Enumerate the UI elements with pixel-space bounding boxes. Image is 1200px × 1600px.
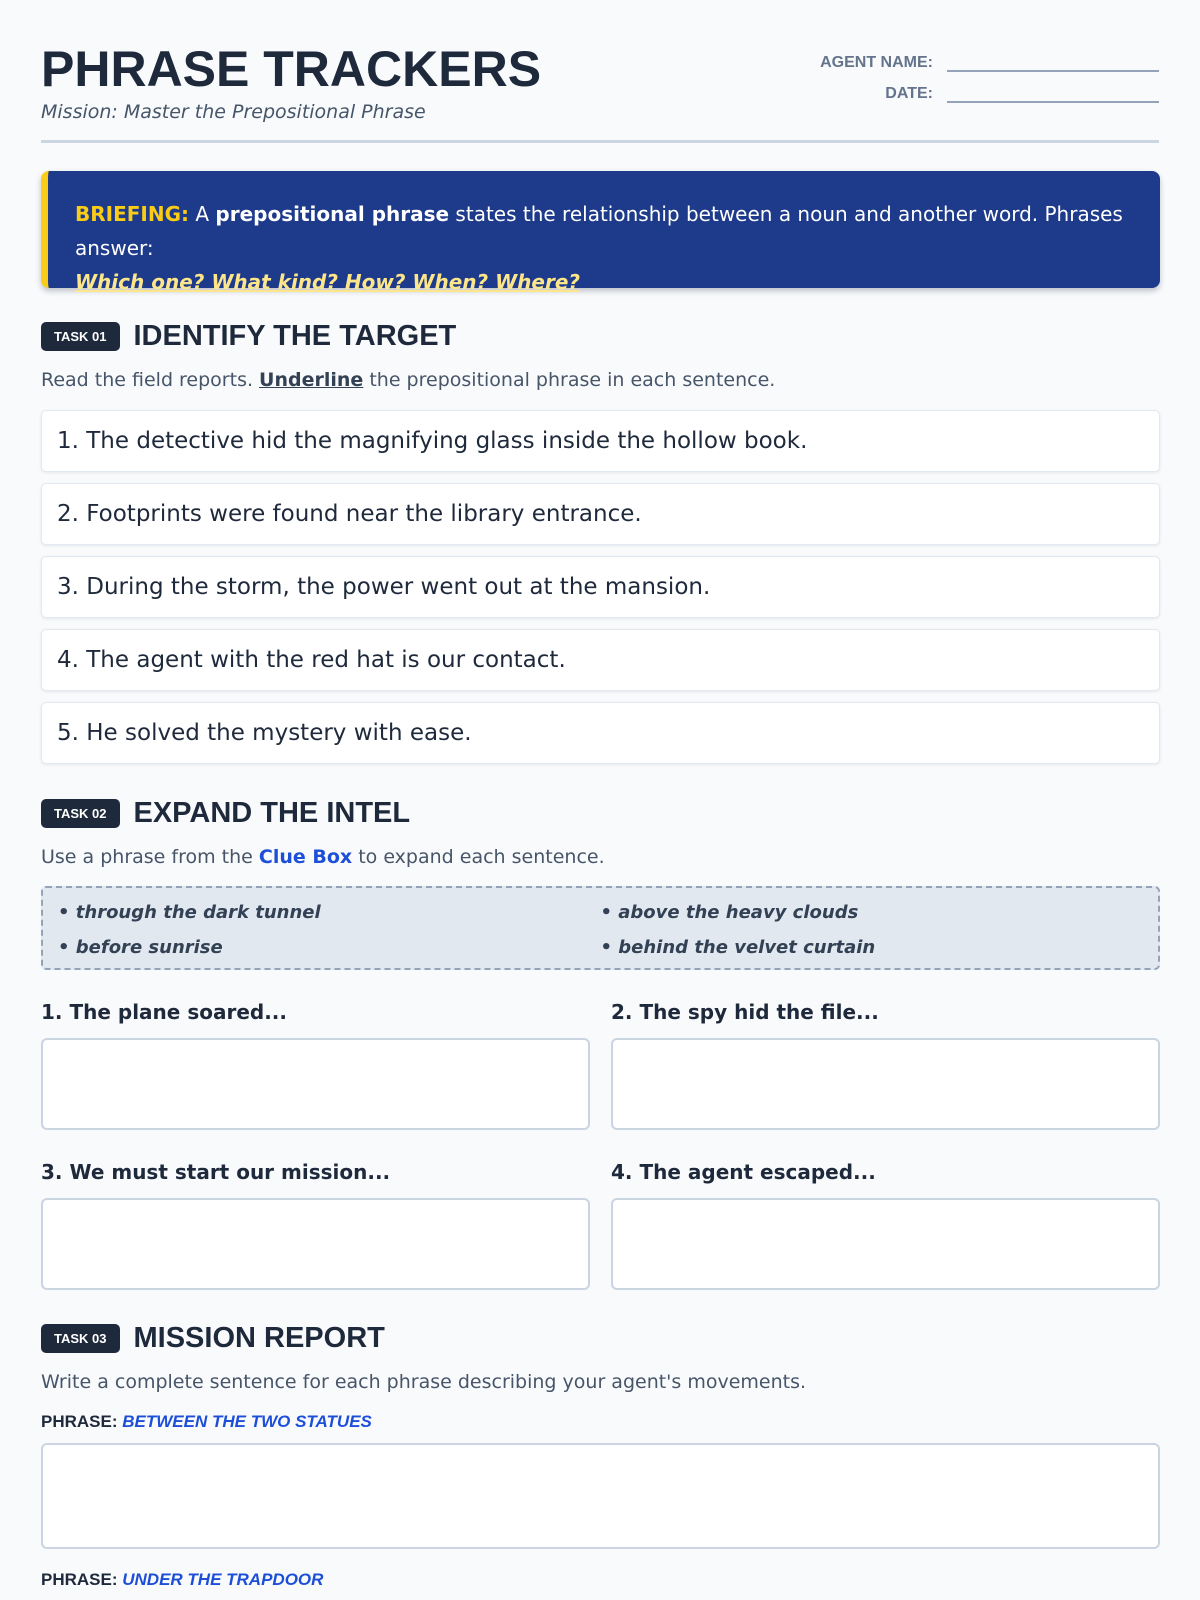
answer-cell (41, 1158, 590, 1318)
task2-instr-clue: Clue Box (258, 846, 353, 868)
task3-title: MISSION REPORT (133, 1322, 385, 1354)
clue-box (41, 886, 1160, 970)
task2-badge: TASK 02 (41, 799, 120, 828)
answer-box[interactable] (41, 1038, 590, 1130)
page-title: PHRASE TRACKERS (41, 41, 542, 97)
phrase-text: UNDER THE TRAPDOOR (122, 1570, 324, 1589)
answer-box[interactable] (41, 1198, 590, 1290)
date-label: DATE: (885, 85, 933, 102)
sentence-item[interactable]: 5. He solved the mystery with ease. (41, 702, 1160, 764)
phrase-label-1 (41, 1412, 372, 1432)
task2-instr-b: to expand each sentence. (352, 846, 605, 868)
expand-answers (41, 998, 1160, 1318)
answer-cell (41, 998, 590, 1158)
phrase-text: BETWEEN THE TWO STATUES (122, 1412, 372, 1431)
agent-name-line[interactable] (947, 50, 1159, 72)
task2-title: EXPAND THE INTEL (133, 797, 411, 829)
date-line[interactable] (947, 81, 1159, 103)
sentence-item[interactable]: 3. During the storm, the power went out at the mansion. (41, 556, 1160, 618)
task1-badge: TASK 01 (41, 322, 120, 351)
phrase-prefix: PHRASE: (41, 1412, 118, 1431)
task1-instr-a: Read the field reports. (41, 369, 260, 391)
answer-cell (611, 998, 1160, 1158)
briefing-box (41, 171, 1160, 294)
briefing-text-b: states the relationship between a noun and another word. Phrases answer: (75, 202, 1123, 260)
agent-fields (799, 41, 1159, 103)
task1-title: IDENTIFY THE TARGET (133, 320, 457, 352)
date-row (799, 72, 1159, 103)
briefing-text-a: A (189, 202, 216, 226)
task2-instr-a: Use a phrase from the (41, 846, 259, 868)
answer-prompt: 3. We must start our mission... (41, 1160, 391, 1184)
clue-item: • above the heavy clouds (600, 902, 859, 923)
agent-name-row (799, 41, 1159, 72)
sentence-item[interactable]: 1. The detective hid the magnifying glass inside the hollow book. (41, 410, 1160, 472)
task1-heading (41, 320, 456, 353)
answer-box[interactable] (611, 1038, 1160, 1130)
task1-instr-b: the prepositional phrase in each sentence. (363, 369, 776, 391)
briefing-term: prepositional phrase (215, 202, 450, 226)
phrase-label-2 (41, 1570, 323, 1590)
answer-prompt: 4. The agent escaped... (611, 1160, 876, 1184)
task1-instructions (41, 369, 775, 391)
sentence-item[interactable]: 4. The agent with the red hat is our contact. (41, 629, 1160, 691)
sentence-item[interactable]: 2. Footprints were found near the library entrance. (41, 483, 1160, 545)
clue-item: • behind the velvet curtain (600, 937, 876, 958)
clue-item: • through the dark tunnel (58, 902, 321, 923)
answer-prompt: 1. The plane soared... (41, 1000, 287, 1024)
answer-prompt: 2. The spy hid the file... (611, 1000, 879, 1024)
task2-instructions (41, 846, 605, 868)
task3-heading (41, 1322, 385, 1355)
report-answer-box[interactable] (41, 1443, 1160, 1549)
sentence-list (41, 410, 1160, 775)
briefing-label: BRIEFING: (75, 202, 190, 226)
task3-badge: TASK 03 (41, 1324, 120, 1353)
task2-heading (41, 797, 410, 830)
briefing-questions: Which one? What kind? How? When? Where? (75, 270, 580, 294)
answer-box[interactable] (611, 1198, 1160, 1290)
answer-cell (611, 1158, 1160, 1318)
header (41, 0, 1159, 143)
clue-item: • before sunrise (58, 937, 223, 958)
task3-instructions: Write a complete sentence for each phrase describing your agent's movements. (41, 1371, 807, 1393)
task1-instr-underline: Underline (259, 369, 364, 391)
phrase-prefix: PHRASE: (41, 1570, 118, 1589)
agent-name-label: AGENT NAME: (820, 54, 933, 71)
page-subtitle: Mission: Master the Prepositional Phrase (41, 101, 426, 123)
